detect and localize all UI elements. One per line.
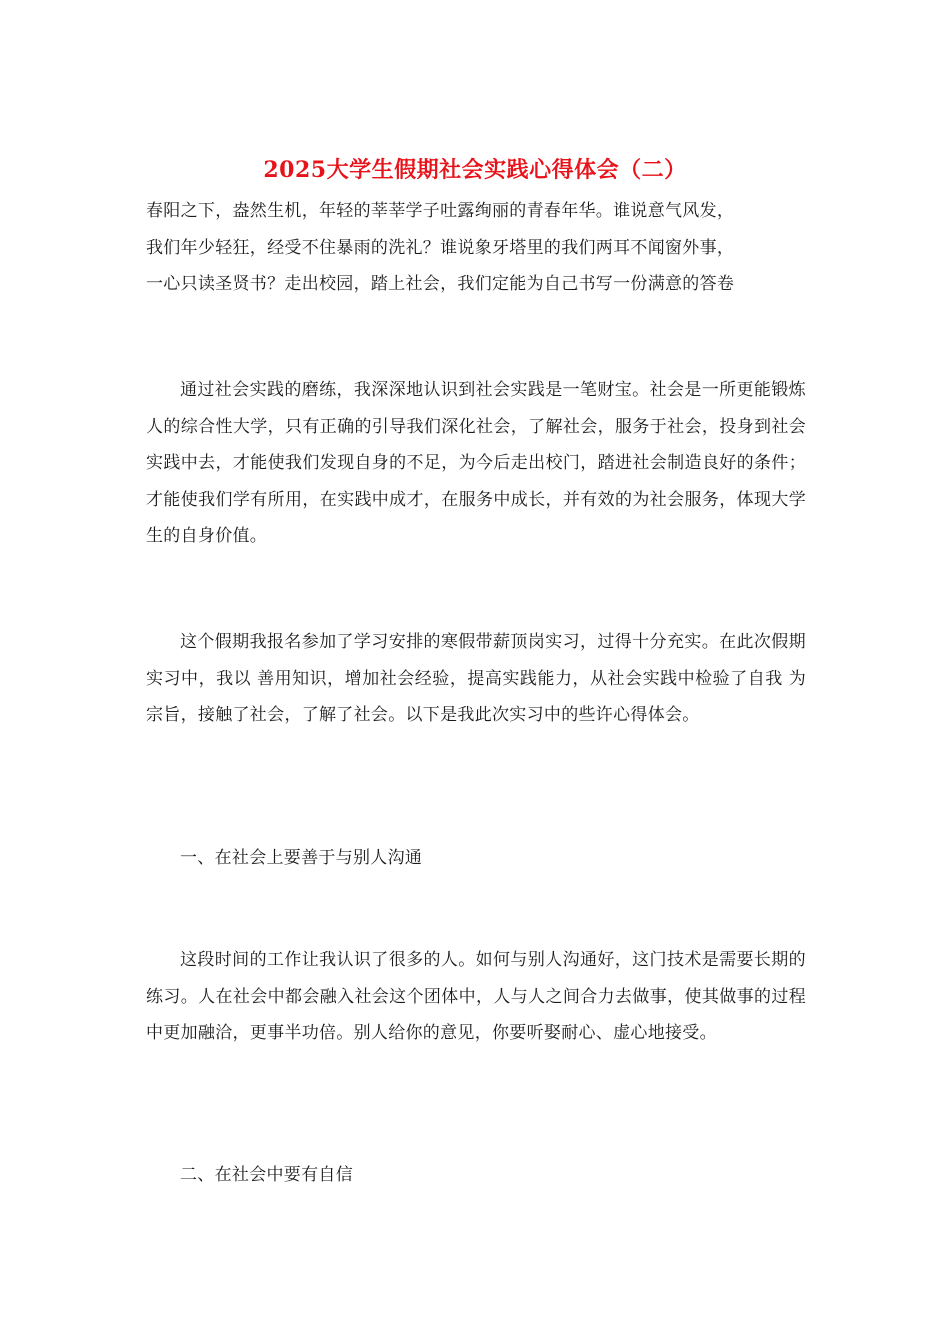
- heading-confidence: 二、在社会中要有自信: [180, 1165, 353, 1185]
- section-heading: [146, 840, 806, 877]
- body-paragraph: [146, 942, 806, 1052]
- body-paragraph: [146, 624, 806, 734]
- paragraph-practice-value: 通过社会实践的磨练，我深深地认识到社会实践是一笔财宝。社会是一所更能锻炼人的综合性大学，只有正确的引导我们深化社会，了解社会，服务于社会，投身到社会实践中去，才能使我们发现自身的不足，为今后走出校门，踏进社会制造良好的条件；才能使我们学有所用，在实践中成才，在服务中成长，并有效的为社会服务，体现大学生的自身价值。: [146, 380, 806, 546]
- intro-paragraph: [146, 193, 806, 303]
- body-paragraph: [146, 372, 806, 555]
- intro-line: 我们年少轻狂，经受不住暴雨的洗礼？谁说象牙塔里的我们两耳不闻窗外事，: [146, 237, 735, 258]
- heading-communication: 一、在社会上要善于与别人沟通: [180, 848, 423, 868]
- section-heading: [146, 1157, 806, 1194]
- paragraph-communication: 这段时间的工作让我认识了很多的人。如何与别人沟通好，这门技术是需要长期的练习。人在社会中都会融入社会这个团体中，人与人之间合力去做事，使其做事的过程中更加融洽，更事半功倍。别人给你的意见，你要听娶耐心、虚心地接受。: [146, 950, 806, 1043]
- intro-line: 春阳之下，盎然生机，年轻的莘莘学子吐露绚丽的青春年华。谁说意气风发，: [146, 201, 735, 221]
- intro-line: 一心只读圣贤书？走出校园，踏上社会，我们定能为自己书写一份满意的答卷: [146, 274, 735, 294]
- document-title: 2025大学生假期社会实践心得体会（二）: [263, 157, 687, 183]
- paragraph-internship: 这个假期我报名参加了学习安排的寒假带薪顶岗实习，过得十分充实。在此次假期实习中，我以 善用知识，增加社会经验，提高实践能力，从社会实践中检验了自我 为宗旨，接触了社会，了解了社会。以下是我此次实习中的些许心得体会。: [146, 632, 806, 725]
